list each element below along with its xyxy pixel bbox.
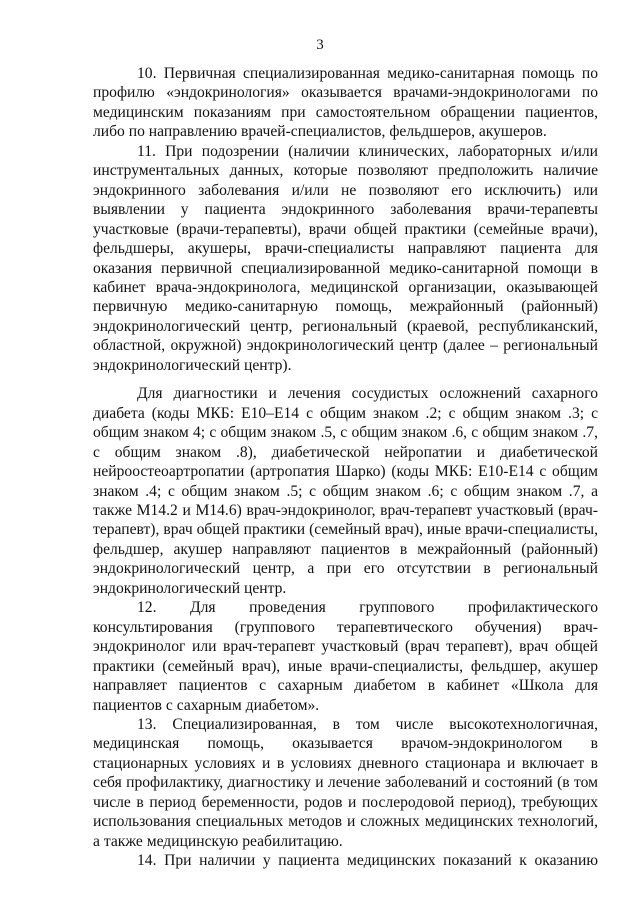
paragraph-12: 12. Для проведения группового профилактического консультирования (группового терапевтического обучения) врач-эндокринолог или врач-терапевт участковый (врач терапевт), врач общей практики (семейный врач), иные врачи-специалисты, фельдшер, акушер направляет пациентов с сахарным диабетом в кабинет «Школа для пациентов с сахарным диабетом». <box>93 599 598 714</box>
page-number: 3 <box>316 37 324 53</box>
paragraph-11: 11. При подозрении (наличии клинических, лабораторных и/или инструментальных данных, которые позволяют предположить наличие эндокринного заболевания и/или не позволяют его исключить) или выявлении у пациента эндокринного заболевания врачи-терапевты участковые (врачи-терапевты), врачи общей практики (семейные врачи), фельдшеры, акушеры, врачи-специалисты направляют пациента для оказания первичной специализированной медико-санитарной помощи в кабинет врача-эндокринолога, медицинской организации, оказывающей первичную медико-санитарную помощь, межрайонный (районный) эндокринологический центр, региональный (краевой, республиканский, областной, окружной) эндокринологический центр (далее – региональный эндокринологический центр). <box>93 142 598 374</box>
paragraph-diabetes-complications: Для диагностики и лечения сосудистых осложнений сахарного диабета (коды МКБ: Е10–Е14 с общим знаком .2; с общим знаком .3; с общим знаком 4; с общим знаком .5, с общим знаком .6, с общим знаком .7, с общим знаком .8), диабетической нейропатии и диабетической нейроостеоартропатии (артропатия Шарко) (коды МКБ: Е10-Е14 с общим знаком .4; с общим знаком .5; с общим знаком .6; с общим знаком .7, а также М14.2 и М14.6) врач-эндокринолог, врач-терапевт участковый (врач-терапевт), врач общей практики (семейный врач), иные врачи-специалисты, фельдшер, акушер направляют пациентов в межрайонный (районный) эндокринологический центр, а при его отсутствии в региональный эндокринологический центр. <box>93 385 598 597</box>
document-body <box>93 64 598 871</box>
paragraph-10: 10. Первичная специализированная медико-санитарная помощь по профилю «эндокринология» оказывается врачами-эндокринологами по медицинским показаниям при самостоятельном обращении пациентов, либо по направлению врачей-специалистов, фельдшеров, акушеров. <box>93 65 598 141</box>
paragraph-13: 13. Специализированная, в том числе высокотехнологичная, медицинская помощь, оказывается врачом-эндокринологом в стационарных условиях и в условиях дневного стационара и включает в себя профилактику, диагностику и лечение заболеваний и состояний (в том числе в период беременности, родов и послеродовой период), требующих использования специальных методов и сложных медицинских технологий, а также медицинскую реабилитацию. <box>93 715 598 850</box>
paragraph-14: 14. При наличии у пациента медицинских показаний к оказанию <box>137 852 598 870</box>
